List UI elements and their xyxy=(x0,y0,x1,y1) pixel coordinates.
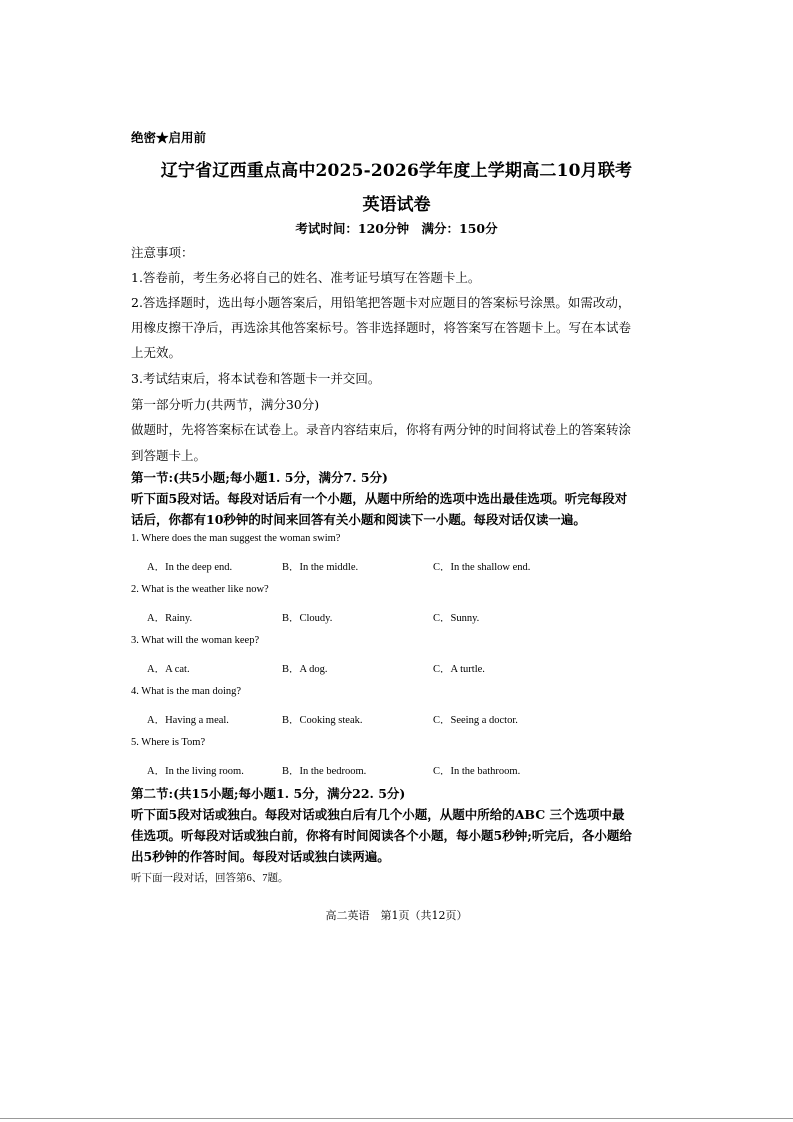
question-4-option-c: C．Seeing a doctor. xyxy=(433,715,518,726)
notes-heading: 注意事项： xyxy=(131,245,194,260)
question-5-option-a: A．In the living room. xyxy=(147,766,244,777)
question-1: 1. Where does the man suggest the woman swim? xyxy=(131,533,341,544)
question-2-option-a: A．Rainy. xyxy=(147,613,193,624)
section1-instr-line1: 听下面5段对话。每段对话后有一个小题，从题中所给的选项中选出最佳选项。听完每段对 xyxy=(131,491,628,506)
question-4-option-b: B．Cooking steak. xyxy=(282,715,363,726)
exam-subtitle: 英语试卷 xyxy=(362,195,431,215)
section2-next-dialog: 听下面一段对话，回答第6、7题。 xyxy=(131,873,289,884)
part1-intro-line2: 到答题卡上。 xyxy=(131,448,207,463)
section2-instr-line3: 出5秒钟的作答时间。每段对话或独白读两遍。 xyxy=(131,849,390,864)
note-item-3: 3.考试结束后，将本试卷和答题卡一并交回。 xyxy=(131,371,381,386)
note-item-2-line1: 2.答选择题时，选出每小题答案后，用铅笔把答题卡对应题目的答案标号涂黑。如需改动， xyxy=(131,295,631,310)
page-bottom-divider xyxy=(0,1118,793,1119)
question-5: 5. Where is Tom? xyxy=(131,737,206,748)
exam-info: 考试时间：120分钟 满分：150分 xyxy=(295,221,498,236)
question-3-option-c: C．A turtle. xyxy=(433,664,485,675)
note-item-2-line2: 用橡皮擦干净后，再选涂其他答案标号。答非选择题时，将答案写在答题卡上。写在本试卷 xyxy=(131,320,632,335)
question-3-option-b: B．A dog. xyxy=(282,664,328,675)
section2-heading: 第二节:(共15小题;每小题1. 5分，满分22. 5分) xyxy=(131,786,406,801)
page-footer: 高二英语 第1页（共12页） xyxy=(325,909,468,922)
question-2: 2. What is the weather like now? xyxy=(131,584,269,595)
note-item-1: 1.答卷前，考生务必将自己的姓名、准考证号填写在答题卡上。 xyxy=(131,270,481,285)
question-2-option-b: B．Cloudy. xyxy=(282,613,333,624)
secret-mark: 绝密★启用前 xyxy=(131,130,207,145)
question-4: 4. What is the man doing? xyxy=(131,686,242,697)
exam-title: 辽宁省辽西重点高中2025-2026学年度上学期高二10月联考 xyxy=(160,161,633,181)
section1-instr-line2: 话后，你都有10秒钟的时间来回答有关小题和阅读下一小题。每段对话仅读一遍。 xyxy=(131,512,586,527)
question-1-option-b: B．In the middle. xyxy=(282,562,359,573)
part1-heading: 第一部分听力(共两节，满分30分) xyxy=(131,397,320,412)
section1-heading: 第一节:(共5小题;每小题1. 5分，满分7. 5分) xyxy=(131,470,388,485)
question-1-option-a: A．In the deep end. xyxy=(147,562,233,573)
note-item-2-line3: 上无效。 xyxy=(131,345,182,360)
section2-instr-line2: 佳选项。听每段对话或独白前，你将有时间阅读各个小题，每小题5秒钟;听完后，各小题给 xyxy=(131,828,632,843)
question-5-option-c: C．In the bathroom. xyxy=(433,766,521,777)
part1-intro-line1: 做题时，先将答案标在试卷上。录音内容结束后，你将有两分钟的时间将试卷上的答案转涂 xyxy=(131,422,632,437)
question-2-option-c: C．Sunny. xyxy=(433,613,480,624)
question-3: 3. What will the woman keep? xyxy=(131,635,260,646)
question-3-option-a: A．A cat. xyxy=(147,664,190,675)
question-1-option-c: C．In the shallow end. xyxy=(433,562,531,573)
section2-instr-line1: 听下面5段对话或独白。每段对话或独白后有几个小题，从题中所给的ABC 三个选项中最 xyxy=(131,807,625,822)
question-4-option-a: A．Having a meal. xyxy=(147,715,229,726)
question-5-option-b: B．In the bedroom. xyxy=(282,766,367,777)
